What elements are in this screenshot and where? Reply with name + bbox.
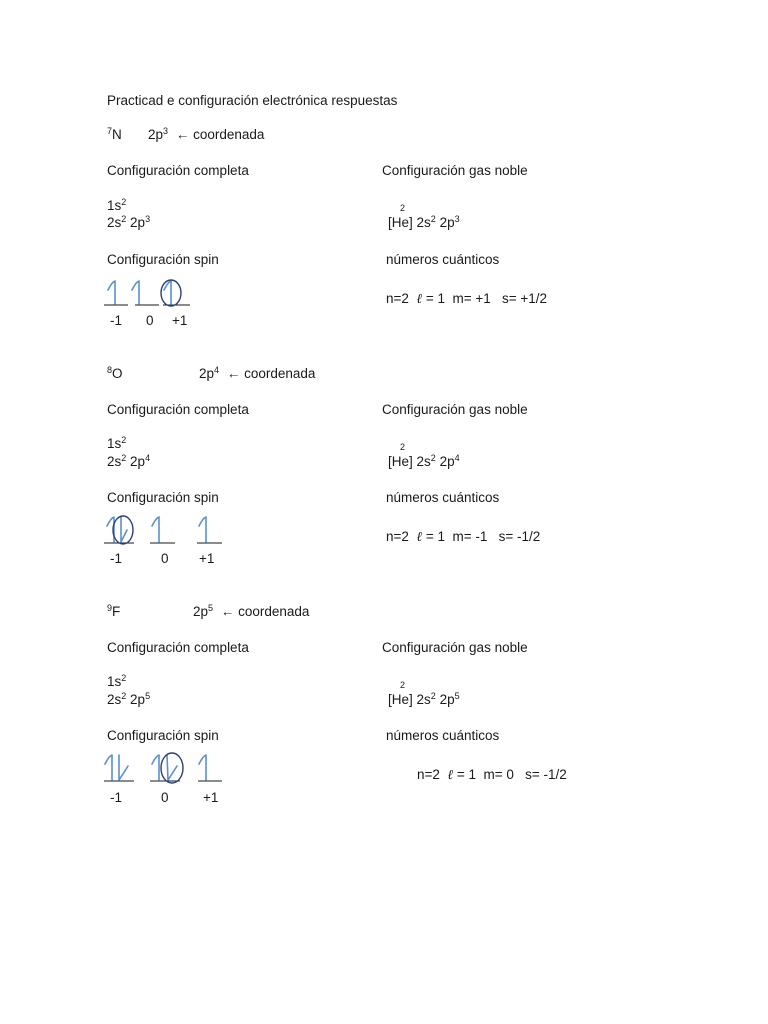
spin-up-arrow [108,281,115,304]
spin-down-arrow [119,755,128,780]
m-label: 0 [161,551,169,566]
quantum-numbers: n=2 ℓ = 1 m= -1 s= -1/2 [386,529,541,545]
noble-config: [He] $2s^2$ $2p^3$ [388,214,460,230]
spin-config-label: Configuración spin [107,252,219,267]
noble-config-label: Configuración gas noble [382,163,528,178]
complete-config-line1: $1s^2$ [107,435,127,451]
element-header: $^9$F [107,603,121,619]
noble-config: [He] $2s^2$ $2p^5$ [388,691,460,707]
noble-superscript: 2 [400,442,406,452]
quantum-numbers: n=2 ℓ = 1 m= +1 s= +1/2 [386,291,548,307]
complete-config-line1: $1s^2$ [107,673,127,689]
m-label: -1 [110,313,123,328]
spin-up-arrow [199,517,206,542]
highlight-circle [113,516,133,544]
spin-diagram [100,276,200,316]
spin-down-arrow [121,517,127,542]
coordinate-orbital: $2p^3$ ← coordenada [148,126,265,142]
arrow-left-icon: ← coordenada [226,366,316,381]
complete-config-line2: $2s^2$ $2p^4$ [107,453,151,469]
arrow-left-icon: ← coordenada [220,604,310,619]
m-label: +1 [172,313,188,328]
m-label: +1 [203,790,219,805]
coordinate-orbital: $2p^5$ ← coordenada [193,603,310,619]
spin-up-arrow [152,755,159,780]
spin-up-arrow [199,755,206,780]
noble-config: [He] $2s^2$ $2p^4$ [388,453,460,469]
quantum-numbers-label: números cuánticos [386,490,500,505]
m-label: -1 [110,790,123,805]
m-label: +1 [199,551,215,566]
spin-config-label: Configuración spin [107,490,219,505]
noble-config-label: Configuración gas noble [382,640,528,655]
noble-superscript: 2 [400,680,406,690]
element-header: $^8$O [107,365,123,381]
page-title: Practicad e configuración electrónica respuestas [107,93,398,108]
quantum-numbers-label: números cuánticos [386,728,500,743]
noble-config-label: Configuración gas noble [382,402,528,417]
coordinate-orbital: $2p^4$ ← coordenada [199,365,316,381]
spin-up-arrow [132,281,139,304]
quantum-numbers: n=2 ℓ = 1 m= 0 s= -1/2 [417,767,567,783]
complete-config-label: Configuración completa [107,402,249,417]
complete-config-label: Configuración completa [107,640,249,655]
highlight-circle [161,753,183,783]
complete-config-line1: $1s^2$ [107,197,127,213]
complete-config-line2: $2s^2$ $2p^5$ [107,691,151,707]
complete-config-line2: $2s^2$ $2p^3$ [107,214,151,230]
m-label: -1 [110,551,123,566]
m-label: 0 [146,313,154,328]
m-label: 0 [161,790,169,805]
spin-diagram [100,750,230,790]
quantum-numbers-label: números cuánticos [386,252,500,267]
spin-up-arrow [105,755,112,780]
spin-config-label: Configuración spin [107,728,219,743]
spin-diagram [100,512,230,552]
spin-up-arrow [152,517,159,542]
element-header: $^7$N [107,126,122,142]
noble-superscript: 2 [400,203,406,213]
complete-config-label: Configuración completa [107,163,249,178]
arrow-left-icon: ← coordenada [175,127,265,142]
spin-up-arrow [164,281,171,304]
spin-down-arrow [167,755,177,780]
